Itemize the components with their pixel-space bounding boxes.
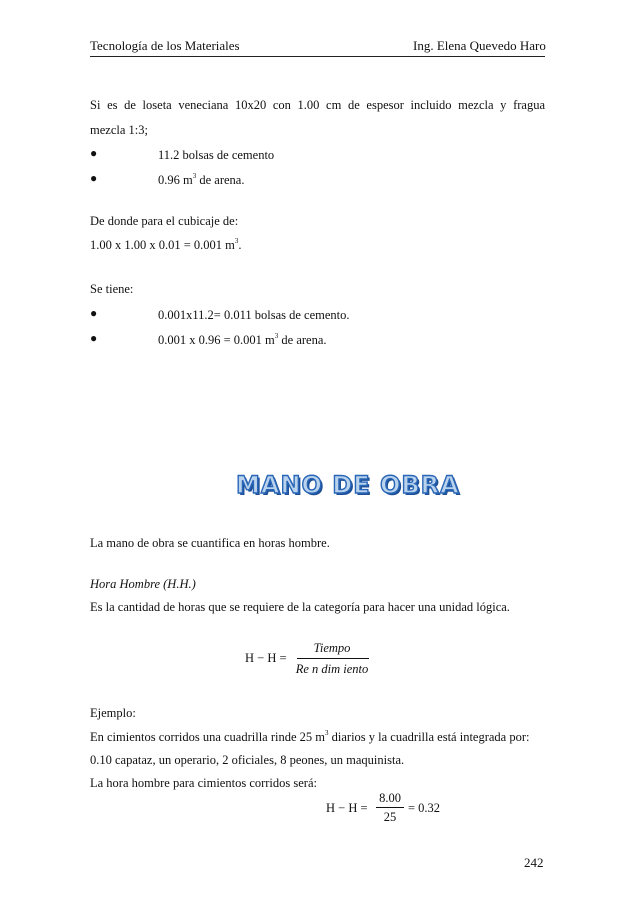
mano-line-1: La mano de obra se cuantifica en horas hombre. <box>90 536 330 550</box>
header-rule <box>90 56 545 57</box>
ejemplo-label: Ejemplo: <box>90 706 136 720</box>
page-number: 242 <box>524 855 544 870</box>
bullet-dot: ● <box>90 331 98 345</box>
ejemplo-line-2: 0.10 capataz, un operario, 2 oficiales, 8 peones, un maquinista. <box>90 753 405 767</box>
hora-hombre-definition: Es la cantidad de horas que se requiere de la categoría para hacer una unidad lógica. <box>90 600 510 614</box>
formula-2-result: = 0.32 <box>408 801 441 815</box>
formula-1-fraction-bar <box>297 658 369 659</box>
intro-line-2: mezcla 1:3; <box>90 123 148 137</box>
section-title: MANO DE OBRA <box>236 471 460 499</box>
intro-bullet-1: 11.2 bolsas de cemento <box>158 148 275 162</box>
ejemplo-line-3: La hora hombre para cimientos corridos será: <box>90 776 317 790</box>
setiene-bullet-1: 0.001x11.2= 0.011 bolsas de cemento. <box>158 308 350 322</box>
formula-1-denominator: Re n dim iento <box>295 662 369 676</box>
setiene-label: Se tiene: <box>90 282 134 296</box>
bullet-dot: ● <box>90 171 98 185</box>
cubicaje-line-2: 1.00 x 1.00 x 0.01 = 0.001 $m^3$. <box>90 237 242 252</box>
setiene-bullet-2: 0.001 x 0.96 = 0.001 $m^3$ de arena. <box>158 332 327 347</box>
header-right: Ing. Elena Quevedo Haro <box>413 38 546 53</box>
formula-2-denominator: 25 <box>383 810 397 824</box>
cubicaje-line-1: De donde para el cubicaje de: <box>90 214 239 228</box>
bullet-dot: ● <box>90 146 98 160</box>
hora-hombre-heading: Hora Hombre (H.H.) <box>90 577 196 591</box>
formula-1-numerator: Tiempo <box>313 641 351 655</box>
header-left: Tecnología de los Materiales <box>90 38 240 53</box>
intro-bullet-2: 0.96 $m^3$ de arena. <box>158 172 245 187</box>
ejemplo-line-1: En cimientos corridos una cuadrilla rinde 25 $m^3$ diarios y la cuadrilla está integrada por: <box>90 729 530 744</box>
formula-2-fraction-bar <box>376 807 404 808</box>
bullet-dot: ● <box>90 306 98 320</box>
formula-1-lhs: H − H = <box>245 651 287 665</box>
formula-2-numerator: 8.00 <box>379 791 401 805</box>
formula-2-lhs: H − H = <box>326 801 368 815</box>
intro-line-1: Si es de loseta veneciana 10x20 con 1.00 cm de espesor incluido mezcla y fragua <box>90 98 545 112</box>
